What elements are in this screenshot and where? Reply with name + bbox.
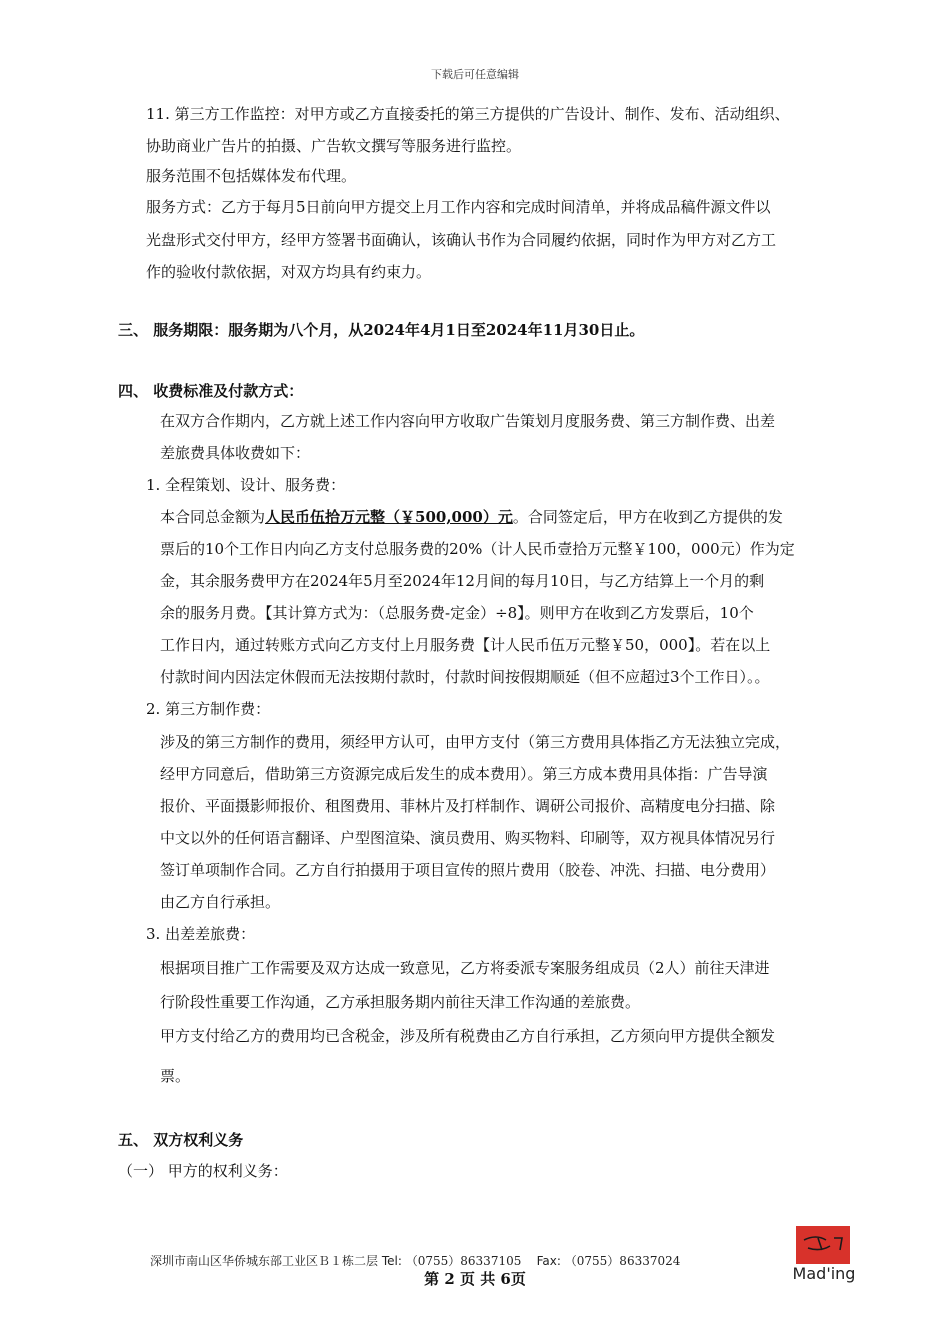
footer-tel: （0755）86337105 — [405, 1254, 522, 1268]
item-2-line-6: 由乙方自行承担。 — [160, 893, 281, 911]
section-4-heading: 四、 收费标准及付款方式： — [118, 382, 304, 400]
section-4-intro-line-1: 在双方合作期内，乙方就上述工作内容向甲方收取广告策划月度服务费、第三方制作费、出差 — [160, 412, 776, 430]
clause-11-line-1: 11. 第三方工作监控：对甲方或乙方直接委托的第三方提供的广告设计、制作、发布、活动组织、 — [146, 105, 790, 123]
item-1-line-3: 金，其余服务费甲方在2024年5月至2024年12月间的每月10日，与乙方结算上一个月的剩 — [160, 572, 765, 590]
item-3-line-4: 票。 — [160, 1067, 191, 1085]
footer-address: 深圳市南山区华侨城东部工业区Ｂ１栋二层 — [150, 1254, 379, 1268]
page-number: 第 2 页 共 6页 — [424, 1270, 526, 1288]
item-2-line-3: 报价、平面摄影师报价、租图费用、菲林片及打样制作、调研公司报价、高精度电分扫描、除 — [160, 797, 776, 815]
item-1-line-1 — [160, 507, 783, 527]
section-5-subheading: （一） 甲方的权利义务： — [118, 1162, 288, 1180]
item-3-line-2: 行阶段性重要工作沟通，乙方承担服务期内前往天津工作沟通的差旅费。 — [160, 993, 641, 1011]
item-1-line-5: 工作日内，通过转账方式向乙方支付上月服务费【计人民币伍万元整￥50，000】。若在以上 — [160, 636, 771, 654]
footer-tel-label: Tel: — [381, 1254, 402, 1268]
total-amount: 人民币伍拾万元整（￥500,000）元 — [265, 508, 513, 526]
logo-wordmark: Mad'ing — [792, 1264, 856, 1283]
item-1-text-pre: 本合同总金额为 — [160, 508, 266, 526]
section-4-intro-line-2: 差旅费具体收费如下： — [160, 444, 311, 462]
item-3-line-1: 根据项目推广工作需要及双方达成一致意见，乙方将委派专案服务组成员（2人）前往天津进 — [160, 959, 770, 977]
footer-address-line — [150, 1252, 680, 1269]
service-method-line-1: 服务方式：乙方于每月5日前向甲方提交上月工作内容和完成时间清单，并将成品稿件源文件以 — [146, 198, 771, 216]
service-method-line-3: 作的验收付款依据，对双方均具有约束力。 — [146, 263, 432, 281]
item-2-line-1: 涉及的第三方制作的费用，须经甲方认可，由甲方支付（第三方费用具体指乙方无法独立完成， — [160, 733, 791, 751]
item-1-line-6: 付款时间内因法定休假而无法按期付款时，付款时间按假期顺延（但不应超过3个工作日）。。 — [160, 668, 770, 686]
section-5-heading: 五、 双方权利义务 — [118, 1131, 244, 1149]
page-header: 下载后可任意编辑 — [431, 68, 519, 81]
item-1-line-2: 票后的10个工作日内向乙方支付总服务费的20%（计人民币壹拾万元整￥100，000元）作为定 — [160, 540, 795, 558]
item-3-heading: 3. 出差差旅费： — [146, 925, 256, 943]
item-2-line-4: 中文以外的任何语言翻译、户型图渲染、演员费用、购买物料、印刷等，双方视具体情况另行 — [160, 829, 776, 847]
item-1-text-post: 。合同签定后，甲方在收到乙方提供的发 — [512, 508, 783, 526]
company-logo — [784, 1226, 864, 1286]
footer-fax: （0755）86337024 — [564, 1254, 681, 1268]
item-2-line-2: 经甲方同意后，借助第三方资源完成后发生的成本费用）。第三方成本费用具体指：广告导演 — [160, 765, 768, 783]
service-scope-note: 服务范围不包括媒体发布代理。 — [146, 167, 357, 185]
logo-mark-icon — [796, 1226, 850, 1264]
item-2-line-5: 签订单项制作合同。乙方自行拍摄用于项目宣传的照片费用（胶卷、冲洗、扫描、电分费用） — [160, 861, 776, 879]
item-2-heading: 2. 第三方制作费： — [146, 700, 271, 718]
item-3-line-3: 甲方支付给乙方的费用均已含税金，涉及所有税费由乙方自行承担，乙方须向甲方提供全额发 — [160, 1027, 776, 1045]
item-1-heading: 1. 全程策划、设计、服务费： — [146, 476, 346, 494]
clause-11-line-2: 协助商业广告片的拍摄、广告软文撰写等服务进行监控。 — [146, 137, 522, 155]
footer-fax-label: Fax: — [536, 1254, 561, 1268]
section-3-heading: 三、 服务期限：服务期为八个月，从2024年4月1日至2024年11月30日止。 — [118, 321, 645, 339]
item-1-line-4: 余的服务月费。【其计算方式为：（总服务费-定金）÷8】。则甲方在收到乙方发票后，10个 — [160, 604, 754, 622]
service-method-line-2: 光盘形式交付甲方，经甲方签署书面确认，该确认书作为合同履约依据，同时作为甲方对乙方工 — [146, 231, 777, 249]
